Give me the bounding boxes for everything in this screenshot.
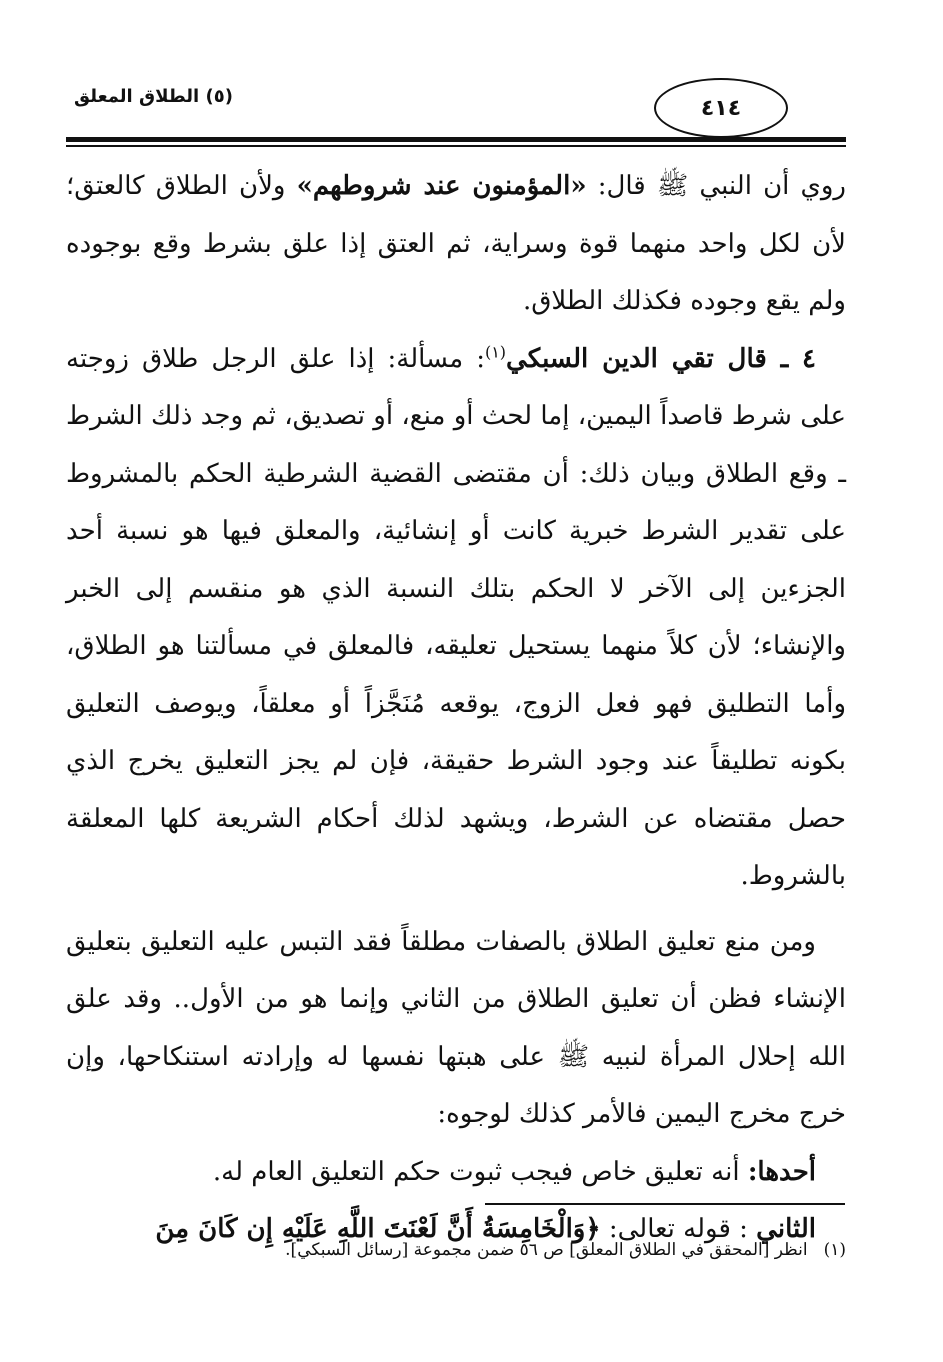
paragraph-2 xyxy=(66,331,846,906)
paragraph-2-body: : مسألة: إذا علق الرجل طلاق زوجته على شرط قاصداً اليمين، إما لحث أو منع، أو تصديق، ثم وجد ذلك الشرط ـ وقع الطلاق وبيان ذلك: أن مقتضى القضية الشرطية الحكم بالمشروط على تقدير الشرط خبرية كانت أو إنشائية، والمعلق فيها هو نسبة أحد الجزءين إلى الآخر لا الحكم بتلك النسبة الذي هو منقسم إلى الخبر والإنشاء؛ لأن كلاً منهما يستحيل تعليقه، فالمعلق في مسألتنا هو الطلاق، وأما التطليق فهو فعل الزوج، يوقعه مُنَجَّزاً أو معلقاً، ويوصف التعليق بكونه تطليقاً عند وجود الشرط حقيقة، فإن لم يجز التعليق يخرج الذي حصل مقتضاه عن الشرط، ويشهد لذلك أحكام الشريعة كلها المعلقة بالشروط. xyxy=(66,343,846,891)
paragraph-5-mid: : قوله تعالى: xyxy=(600,1214,757,1244)
paragraph-gap xyxy=(66,906,846,914)
footnote-text: انظر [المحقق في الطلاق المعلق] ص ٥٦ ضمن مجموعة [رسائل السبكي]. xyxy=(285,1240,808,1260)
hadith-quote: «المؤمنون عند شروطهم» xyxy=(296,171,587,201)
quran-verse: ﴿وَالْخَامِسَةُ أَنَّ لَعْنَتَ اللَّهِ عَلَيْهِ إِن كَانَ مِنَ xyxy=(155,1214,601,1244)
paragraph-5-lead: الثاني xyxy=(756,1214,816,1244)
paragraph-1-text-a: روي أن النبي ﷺ قال: xyxy=(586,171,846,201)
footnote-separator xyxy=(485,1203,845,1205)
page-number: ٤١٤ xyxy=(654,78,788,138)
paragraph-4 xyxy=(66,1144,846,1202)
main-text xyxy=(66,158,846,1259)
paragraph-1 xyxy=(66,158,846,331)
running-title: (٥) الطلاق المعلق xyxy=(74,86,233,107)
header-rule-thick xyxy=(66,137,846,142)
footnote-number: (١) xyxy=(823,1240,846,1260)
header-rule-thin xyxy=(66,145,846,147)
paragraph-2-lead: ٤ ـ قال تقي الدين السبكي xyxy=(506,343,816,374)
footnote-reference[interactable]: (١) xyxy=(484,341,507,361)
paragraph-4-lead: أحدها: xyxy=(747,1156,816,1187)
paragraph-3: ومن منع تعليق الطلاق بالصفات مطلقاً فقد التبس عليه التعليق بتعليق الإنشاء فظن أن تعليق الطلاق من الثاني وإنما هو من الأول.. وقد علق الله إحلال المرأة لنبيه ﷺ على هبتها نفسها له وإرادته استنكاحها، وإن خرج مخرج اليمين فالأمر كذلك لوجوه: xyxy=(66,926,846,1129)
footnote xyxy=(66,1236,846,1264)
paragraph-1-text-b: ولأن الطلاق كالعتق؛ لأن لكل واحد منهما قوة وسراية، ثم العتق إذا علق بشرط وقع بوجوده ولم يقع وجوده فكذلك الطلاق. xyxy=(66,171,846,316)
paragraph-4-body: أنه تعليق خاص فيجب ثبوت حكم التعليق العام له. xyxy=(212,1156,748,1187)
